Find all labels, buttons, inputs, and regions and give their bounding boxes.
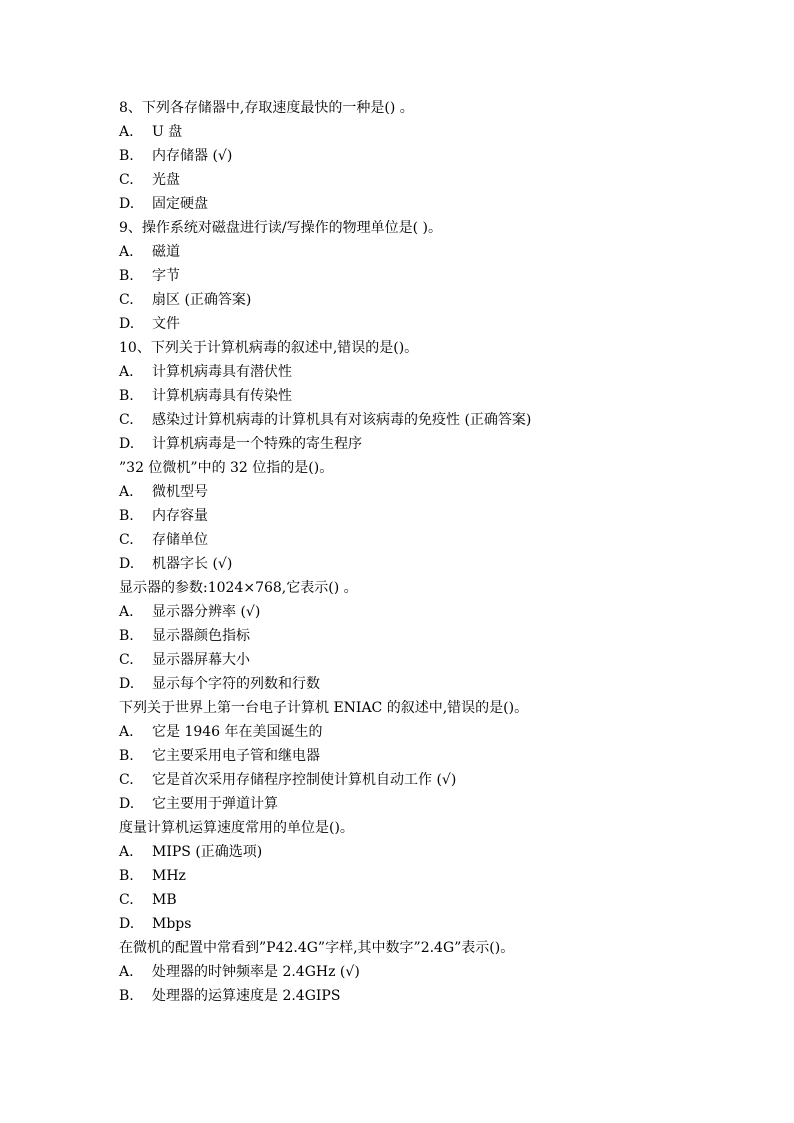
option-letter: C. [119, 772, 134, 788]
question-stem: 显示器的参数:1024×768,它表示() 。 [119, 580, 358, 596]
option-d [119, 192, 739, 216]
option-letter: A. [119, 124, 134, 140]
option-letter: D. [119, 196, 135, 212]
option-b [119, 624, 739, 648]
option-text: 显示每个字符的列数和行数 [152, 676, 320, 692]
option-d [119, 312, 739, 336]
option-letter: C. [119, 532, 134, 548]
option-letter: A. [119, 964, 134, 980]
option-text: 存储单位 [152, 532, 208, 548]
option-text: 扇区 (正确答案) [152, 292, 252, 308]
option-c [119, 528, 739, 552]
option-text: 计算机病毒具有潜伏性 [152, 364, 292, 380]
option-text: 它主要用于弹道计算 [152, 796, 278, 812]
option-letter: D. [119, 916, 135, 932]
option-text: 它是 1946 年在美国诞生的 [152, 724, 323, 740]
option-a [119, 120, 739, 144]
option-text: 固定硬盘 [152, 196, 208, 212]
option-letter: D. [119, 316, 135, 332]
option-text: 它是首次采用存储程序控制使计算机自动工作 (√) [152, 772, 457, 788]
option-letter: D. [119, 556, 135, 572]
option-text: 显示器颜色指标 [152, 628, 250, 644]
option-d [119, 912, 739, 936]
option-letter: B. [119, 628, 134, 644]
option-text: 字节 [152, 268, 180, 284]
option-a [119, 720, 739, 744]
option-d [119, 432, 739, 456]
option-text: 计算机病毒是一个特殊的寄生程序 [152, 436, 362, 452]
option-a [119, 240, 739, 264]
option-letter: C. [119, 292, 134, 308]
option-a [119, 600, 739, 624]
question-stem: ”32 位微机”中的 32 位指的是()。 [119, 460, 334, 476]
option-letter: B. [119, 388, 134, 404]
option-c [119, 648, 739, 672]
option-c [119, 168, 739, 192]
option-text: 处理器的时钟频率是 2.4GHz (√) [152, 964, 360, 980]
option-letter: A. [119, 364, 134, 380]
option-text: 感染过计算机病毒的计算机具有对该病毒的免疫性 (正确答案) [152, 412, 532, 428]
option-letter: A. [119, 244, 134, 260]
option-b [119, 864, 739, 888]
option-text: 显示器分辨率 (√) [152, 604, 261, 620]
option-a [119, 480, 739, 504]
option-c [119, 768, 739, 792]
option-b [119, 264, 739, 288]
option-letter: B. [119, 868, 134, 884]
option-text: 显示器屏幕大小 [152, 652, 250, 668]
option-text: Mbps [152, 916, 192, 932]
option-text: 微机型号 [152, 484, 208, 500]
option-text: 它主要采用电子管和继电器 [152, 748, 320, 764]
option-letter: B. [119, 988, 134, 1004]
option-d [119, 672, 739, 696]
question-stem: 度量计算机运算速度常用的单位是()。 [119, 820, 354, 836]
option-letter: C. [119, 892, 134, 908]
question-stem: 在微机的配置中常看到”P42.4G”字样,其中数字”2.4G”表示()。 [119, 940, 515, 956]
option-d [119, 792, 739, 816]
option-b [119, 504, 739, 528]
option-letter: C. [119, 412, 134, 428]
option-b [119, 144, 739, 168]
option-c [119, 288, 739, 312]
option-letter: C. [119, 172, 134, 188]
option-text: 光盘 [152, 172, 180, 188]
question-list [119, 96, 739, 1008]
question-stem: 10、下列关于计算机病毒的叙述中,错误的是()。 [119, 340, 419, 356]
option-text: MIPS (正确选项) [152, 844, 263, 860]
option-text: MHz [152, 868, 186, 884]
option-letter: B. [119, 508, 134, 524]
option-letter: B. [119, 268, 134, 284]
option-letter: A. [119, 484, 134, 500]
option-text: U 盘 [152, 124, 183, 140]
option-text: 机器字长 (√) [152, 556, 233, 572]
question-stem: 9、操作系统对磁盘进行读/写操作的物理单位是( )。 [119, 220, 442, 236]
option-b [119, 984, 739, 1008]
option-letter: A. [119, 724, 134, 740]
option-a [119, 960, 739, 984]
option-letter: D. [119, 436, 135, 452]
option-d [119, 552, 739, 576]
option-a [119, 360, 739, 384]
option-text: 计算机病毒具有传染性 [152, 388, 292, 404]
question-stem: 8、下列各存储器中,存取速度最快的一种是() 。 [119, 100, 414, 116]
question-stem: 下列关于世界上第一台电子计算机 ENIAC 的叙述中,错误的是()。 [119, 700, 529, 716]
option-text: 内存容量 [152, 508, 208, 524]
option-c [119, 408, 739, 432]
option-text: 处理器的运算速度是 2.4GIPS [152, 988, 341, 1004]
option-text: 内存储器 (√) [152, 148, 233, 164]
option-text: 磁道 [152, 244, 180, 260]
option-b [119, 744, 739, 768]
option-letter: A. [119, 604, 134, 620]
option-letter: B. [119, 748, 134, 764]
option-letter: C. [119, 652, 134, 668]
option-letter: D. [119, 676, 135, 692]
option-c [119, 888, 739, 912]
option-letter: D. [119, 796, 135, 812]
option-letter: A. [119, 844, 134, 860]
option-letter: B. [119, 148, 134, 164]
option-b [119, 384, 739, 408]
option-a [119, 840, 739, 864]
option-text: 文件 [152, 316, 180, 332]
option-text: MB [152, 892, 177, 908]
